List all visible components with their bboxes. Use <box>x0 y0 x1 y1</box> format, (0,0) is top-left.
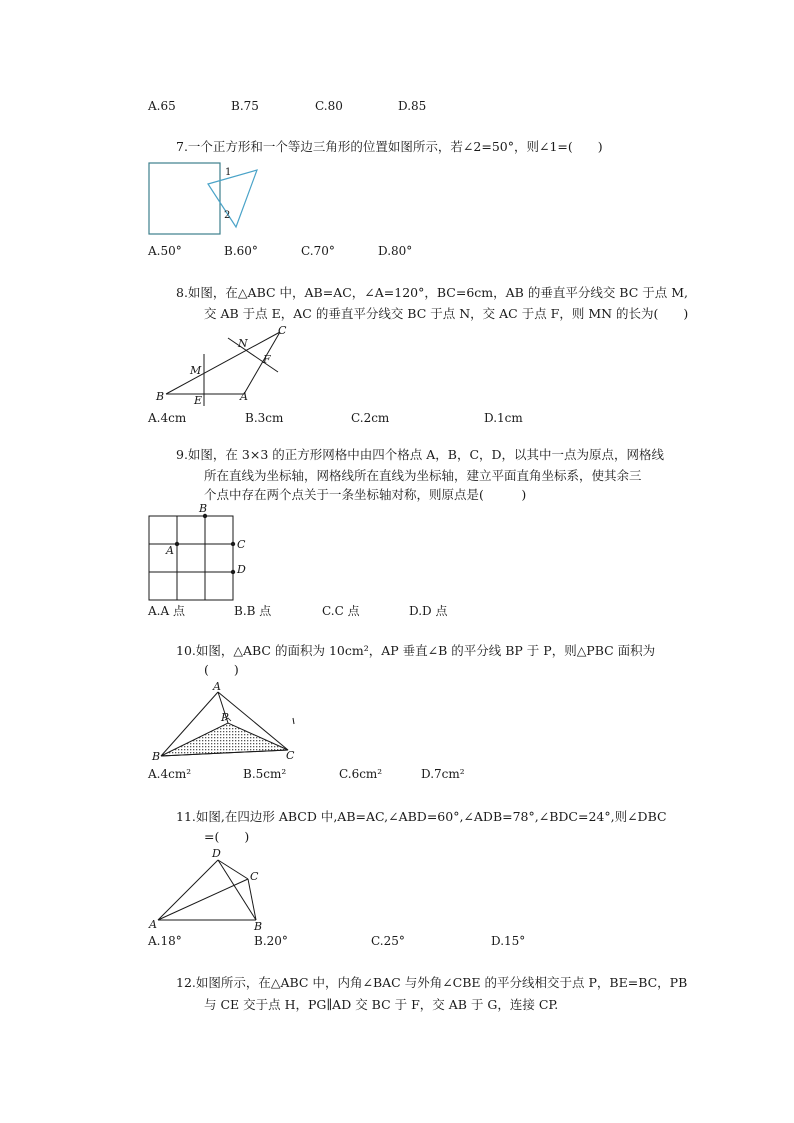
q10-option-d: D.7cm² <box>421 767 465 781</box>
q6-option-d: D.85 <box>398 99 427 113</box>
q6-option-b: B.75 <box>231 99 259 113</box>
point-b-label: B <box>254 920 263 933</box>
q7-option-c: C.70° <box>301 244 335 258</box>
point-a-label: A <box>213 680 221 693</box>
q10-option-b: B.5cm² <box>243 767 287 781</box>
q10-stem-line2: ( ) <box>204 662 239 677</box>
point-d-label: D <box>237 563 246 576</box>
q12-stem-line2: 与 CE 交于点 H，PG∥AD 交 BC 于 F，交 AB 于 G，连接 CP. <box>204 997 559 1012</box>
point-b-label: B <box>199 502 208 515</box>
q8-option-d: D.1cm <box>484 411 523 425</box>
point-m-label: M <box>190 364 202 377</box>
point-b-label: B <box>156 390 165 403</box>
point-a <box>175 542 179 546</box>
angle-1-label: 1 <box>225 167 232 178</box>
q10-option-c: C.6cm² <box>339 767 383 781</box>
q7-figure <box>148 160 268 236</box>
q9-grid-figure <box>148 502 258 602</box>
point-b-label: B <box>152 750 161 763</box>
q12-stem-line1: 12.如图所示，在△ABC 中，内角∠BAC 与外角∠CBE 的平分线相交于点 P，BE=BC，PB <box>176 975 688 990</box>
q10-option-a: A.4cm² <box>148 767 192 781</box>
q7-option-a: A.50° <box>148 244 182 258</box>
q9-stem-line2: 所在直线为坐标轴，网格线所在直线为坐标轴，建立平面直角坐标系，使其余三 <box>204 468 642 483</box>
point-p-label: P <box>221 711 229 724</box>
square-shape <box>149 163 220 234</box>
q8-figure <box>148 322 308 408</box>
point-a-label: A <box>149 918 157 931</box>
q11-stem-line2: =( ) <box>204 829 250 844</box>
q11-option-d: D.15° <box>491 934 526 948</box>
q7-option-b: B.60° <box>224 244 258 258</box>
point-c-label: C <box>250 870 259 883</box>
point-d <box>231 570 235 574</box>
q9-option-b: B.B 点 <box>234 604 272 618</box>
q7-stem: 7.一个正方形和一个等边三角形的位置如图所示，若∠2=50°，则∠1=( ) <box>176 139 603 154</box>
point-f-label: F <box>263 353 271 366</box>
q11-option-a: A.18° <box>148 934 182 948</box>
q11-stem-line1: 11.如图,在四边形 ABCD 中,AB=AC,∠ABD=60°,∠ADB=78°,∠BDC=24°,则∠DBC <box>176 809 667 824</box>
point-e-label: E <box>194 394 203 407</box>
triangle-shape <box>208 170 257 227</box>
point-a-label: A <box>240 390 248 403</box>
point-n-label: N <box>238 337 248 350</box>
angle-2-label: 2 <box>224 210 231 221</box>
point-c-label: C <box>286 749 295 762</box>
q10-figure <box>148 680 308 766</box>
q11-option-b: B.20° <box>254 934 288 948</box>
point-c <box>231 542 235 546</box>
q6-option-c: C.80 <box>315 99 343 113</box>
q9-stem-line1: 9.如图，在 3×3 的正方形网格中由四个格点 A，B，C，D，以其中一点为原点，网格线 <box>176 447 665 462</box>
q9-stem-line3: 个点中存在两个点关于一条坐标轴对称，则原点是( ) <box>204 487 527 502</box>
q9-option-c: C.C 点 <box>322 604 360 618</box>
q8-option-c: C.2cm <box>351 411 390 425</box>
point-a-label: A <box>166 544 174 557</box>
q9-option-a: A.A 点 <box>148 604 185 618</box>
point-c-label: C <box>278 324 287 337</box>
q7-option-d: D.80° <box>378 244 413 258</box>
q11-figure <box>148 844 278 932</box>
q8-option-b: B.3cm <box>245 411 284 425</box>
q8-stem-line2: 交 AB 于点 E，AC 的垂直平分线交 BC 于点 N，交 AC 于点 F，则 MN 的长为( ) <box>204 306 689 321</box>
q10-stem-line1: 10.如图，△ABC 的面积为 10cm²，AP 垂直∠B 的平分线 BP 于 P，则△PBC 面积为 <box>176 643 656 658</box>
q6-option-a: A.65 <box>148 99 176 113</box>
point-d-label: D <box>212 847 221 860</box>
q8-stem-line1: 8.如图，在△ABC 中，AB=AC，∠A=120°，BC=6cm，AB 的垂直平分线交 BC 于点 M, <box>176 285 689 300</box>
q9-option-d: D.D 点 <box>409 604 448 618</box>
point-c-label: C <box>237 538 246 551</box>
q8-option-a: A.4cm <box>148 411 187 425</box>
q11-option-c: C.25° <box>371 934 405 948</box>
